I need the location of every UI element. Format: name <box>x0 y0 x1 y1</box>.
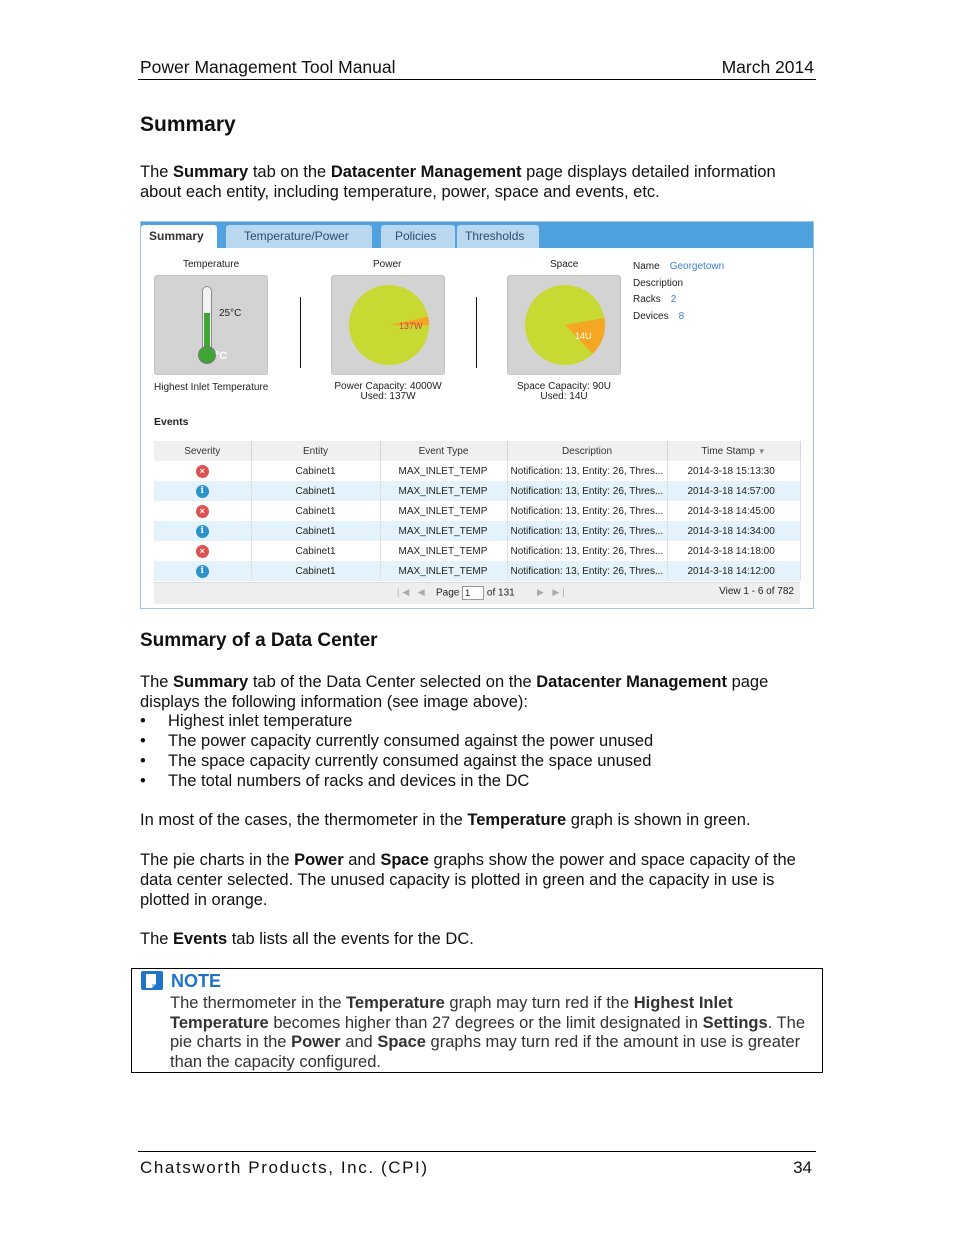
table-row[interactable] <box>154 541 800 561</box>
info-description: Description <box>633 277 684 289</box>
info-icon: i <box>196 565 209 578</box>
table-row[interactable] <box>154 461 800 481</box>
event-type-cell: MAX_INLET_TEMP <box>380 501 507 521</box>
severity-cell <box>154 541 251 561</box>
section-heading-summary: Summary <box>140 113 236 136</box>
event-type-cell: MAX_INLET_TEMP <box>380 461 507 481</box>
info-icon: i <box>196 485 209 498</box>
entity-cell: Cabinet1 <box>251 481 380 501</box>
table-row[interactable] <box>154 521 800 541</box>
event-type-cell: MAX_INLET_TEMP <box>380 541 507 561</box>
col-time-stamp[interactable]: Time Stamp ▼ <box>667 441 800 461</box>
dc-summary-intro: The Summary tab of the Data Center selected on the Datacenter Management page displays the following information (see image above): <box>140 673 769 711</box>
datacenter-info <box>633 259 724 325</box>
time-stamp-cell: 2014-3-18 14:12:00 <box>667 561 800 581</box>
power-panel <box>331 275 445 375</box>
tab-summary[interactable]: Summary <box>141 225 217 248</box>
tab-policies[interactable]: Policies <box>381 225 455 248</box>
description-cell: Notification: 13, Entity: 26, Thres... <box>507 481 667 501</box>
description-cell: Notification: 13, Entity: 26, Thres... <box>507 541 667 561</box>
pager-next-last-icons[interactable]: ▶ ▶| <box>537 587 568 597</box>
info-icon: i <box>196 525 209 538</box>
event-type-cell: MAX_INLET_TEMP <box>380 481 507 501</box>
entity-cell: Cabinet1 <box>251 461 380 481</box>
time-stamp-cell: 2014-3-18 14:34:00 <box>667 521 800 541</box>
info-racks: Racks 2 <box>633 294 677 305</box>
footer-rule <box>138 1151 816 1152</box>
table-row[interactable] <box>154 501 800 521</box>
events-title: Events <box>154 416 189 428</box>
note-title: NOTE <box>171 971 222 991</box>
sort-desc-icon: ▼ <box>757 446 766 456</box>
note-text: The thermometer in the Temperature graph may turn red if the Highest Inlet Temperature becomes higher than 27 degrees or the limit designated in Settings. The pie charts in the Power and Space graphs may turn red if the amount in use is greater than the capacity configured. <box>170 994 805 1072</box>
time-stamp-cell: 2014-3-18 15:13:30 <box>667 461 800 481</box>
description-cell: Notification: 13, Entity: 26, Thres... <box>507 561 667 581</box>
info-name-value[interactable]: Georgetown <box>669 261 725 272</box>
thermometer-tube <box>202 286 212 352</box>
description-cell: Notification: 13, Entity: 26, Thres... <box>507 501 667 521</box>
temperature-panel <box>154 275 268 375</box>
dc-summary-bullets <box>140 711 653 791</box>
summary-intro: The Summary tab on the Datacenter Management page displays detailed information about each entity, including temperature, power, space and events, etc. <box>140 163 776 201</box>
severity-cell <box>154 561 251 581</box>
bullet-item: • The power capacity currently consumed against the power unused <box>140 731 653 751</box>
space-capacity-caption: Space Capacity: 90U <box>517 381 611 392</box>
bullet-item: • Highest inlet temperature <box>140 711 653 731</box>
para-pie-charts: The pie charts in the Power and Space graphs show the power and space capacity of the data center selected. The unused capacity is plotted in green and the capacity in use is plotted in orange. <box>140 851 796 909</box>
error-icon: × <box>196 505 209 518</box>
severity-cell <box>154 501 251 521</box>
space-used-caption: Used: 14U <box>540 391 588 402</box>
tab-thresholds[interactable]: Thresholds <box>457 225 539 248</box>
note-icon <box>141 971 163 990</box>
col-event-type[interactable]: Event Type <box>380 441 507 461</box>
pager-first-prev-icons[interactable]: |◀ ◀ <box>397 587 428 597</box>
space-title: Space <box>550 259 579 270</box>
space-caption <box>510 382 618 402</box>
power-used-caption: Used: 137W <box>360 391 416 402</box>
events-header-row <box>154 441 800 461</box>
time-stamp-cell: 2014-3-18 14:45:00 <box>667 501 800 521</box>
severity-cell <box>154 461 251 481</box>
para-events: The Events tab lists all the events for the DC. <box>140 930 474 948</box>
footer-page-number: 34 <box>793 1158 812 1177</box>
description-cell: Notification: 13, Entity: 26, Thres... <box>507 461 667 481</box>
col-description[interactable]: Description <box>507 441 667 461</box>
events-pager <box>154 582 800 604</box>
summary-screenshot <box>140 221 814 609</box>
section-heading-dc-summary: Summary of a Data Center <box>140 630 378 651</box>
thermometer-bulb <box>198 346 216 364</box>
table-row[interactable] <box>154 481 800 501</box>
description-cell: Notification: 13, Entity: 26, Thres... <box>507 521 667 541</box>
error-icon: × <box>196 465 209 478</box>
error-icon: × <box>196 545 209 558</box>
temperature-caption: Highest Inlet Temperature <box>154 382 269 393</box>
events-table <box>154 441 801 581</box>
bullet-item: • The space capacity currently consumed against the space unused <box>140 751 653 771</box>
entity-cell: Cabinet1 <box>251 541 380 561</box>
entity-cell: Cabinet1 <box>251 521 380 541</box>
power-used-label: 137W <box>399 321 423 331</box>
col-entity[interactable]: Entity <box>251 441 380 461</box>
tab-bar <box>141 222 813 248</box>
time-stamp-cell: 2014-3-18 14:18:00 <box>667 541 800 561</box>
entity-cell: Cabinet1 <box>251 561 380 581</box>
event-type-cell: MAX_INLET_TEMP <box>380 561 507 581</box>
page-input[interactable]: 1 <box>462 586 484 600</box>
power-title: Power <box>373 259 402 270</box>
space-used-label: 14U <box>575 331 592 341</box>
space-panel <box>507 275 621 375</box>
event-type-cell: MAX_INLET_TEMP <box>380 521 507 541</box>
power-caption <box>334 382 442 402</box>
info-devices: Devices 8 <box>633 310 685 322</box>
temperature-title: Temperature <box>183 259 240 270</box>
bullet-item: • The total numbers of racks and devices in the DC <box>140 771 653 791</box>
tab-temperature-power[interactable]: Temperature/Power <box>226 225 372 248</box>
separator-2 <box>476 297 477 368</box>
para-thermometer: In most of the cases, the thermometer in the Temperature graph is shown in green. <box>140 811 751 829</box>
note-box <box>131 968 823 1073</box>
pager-view-count: View 1 - 6 of 782 <box>719 586 794 597</box>
severity-cell <box>154 481 251 501</box>
severity-cell <box>154 521 251 541</box>
separator-1 <box>300 297 301 368</box>
info-name: Name Georgetown <box>633 261 725 272</box>
power-capacity-caption: Power Capacity: 4000W <box>334 381 442 392</box>
header-date: March 2014 <box>721 57 814 77</box>
temperature-unit: °C <box>215 350 228 362</box>
footer-company: Chatsworth Products, Inc. (CPI) <box>140 1158 429 1177</box>
time-stamp-cell: 2014-3-18 14:57:00 <box>667 481 800 501</box>
pager-page: Page 1 of 131 <box>436 587 515 599</box>
col-severity[interactable]: Severity <box>154 441 251 461</box>
header-title: Power Management Tool Manual <box>140 57 396 77</box>
header-rule <box>138 79 816 80</box>
table-row[interactable] <box>154 561 800 581</box>
info-devices-value[interactable]: 8 <box>678 310 685 322</box>
info-racks-value[interactable]: 2 <box>670 294 677 305</box>
entity-cell: Cabinet1 <box>251 501 380 521</box>
space-pie <box>524 284 606 366</box>
temperature-value: 25°C <box>219 308 242 319</box>
